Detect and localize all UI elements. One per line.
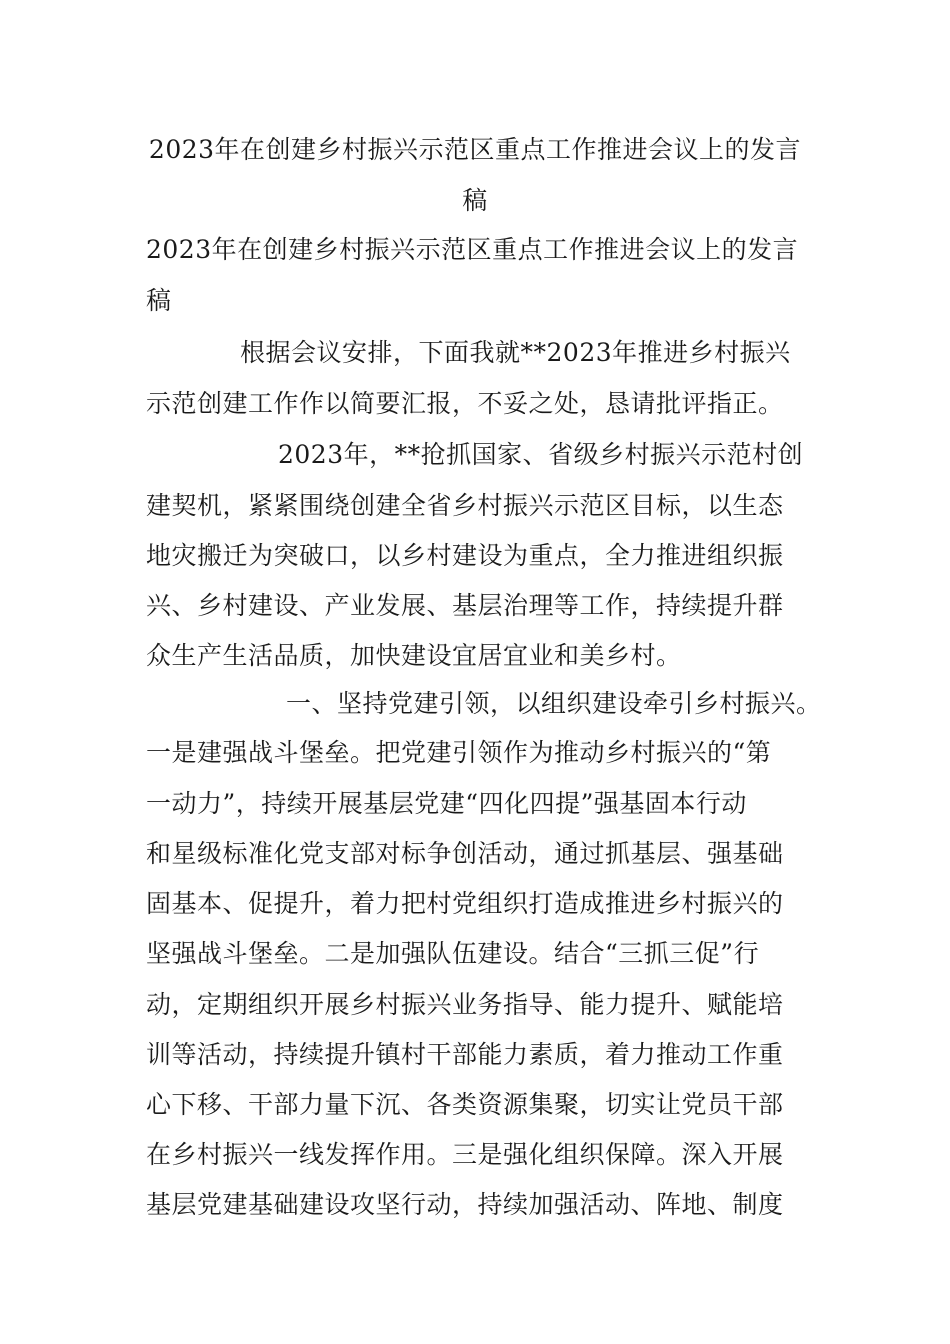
paragraph-3-line-4: 固基本、促提升，着力把村党组织打造成推进乡村振兴的 [146, 889, 784, 918]
paragraph-2-line-4: 兴、乡村建设、产业发展、基层治理等工作，持续提升群 [146, 591, 784, 620]
paragraph-3-line-8: 心下移、干部力量下沉、各类资源集聚，切实让党员干部 [146, 1090, 784, 1119]
paragraph-2-line-5: 众生产生活品质，加快建设宜居宜业和美乡村。 [146, 641, 682, 670]
document-subtitle-line-2: 稿 [146, 286, 172, 315]
paragraph-2-line-2: 建契机，紧紧围绕创建全省乡村振兴示范区目标，以生态 [146, 491, 784, 520]
document-title-line-2: 稿 [462, 186, 488, 215]
paragraph-3-line-6: 动，定期组织开展乡村振兴业务指导、能力提升、赋能培 [146, 990, 784, 1019]
paragraph-3-line-3: 和星级标准化党支部对标争创活动，通过抓基层、强基础 [146, 839, 784, 868]
paragraph-1-line-1: 根据会议安排，下面我就**2023年推进乡村振兴 [240, 338, 791, 367]
paragraph-3-line-7: 训等活动，持续提升镇村干部能力素质，着力推动工作重 [146, 1040, 784, 1069]
paragraph-1-line-2: 示范创建工作作以简要汇报，不妥之处，恳请批评指正。 [146, 389, 784, 418]
section-heading: 一、坚持党建引领，以组织建设牵引乡村振兴。 [286, 689, 822, 718]
document-subtitle-line-1: 2023年在创建乡村振兴示范区重点工作推进会议上的发言 [146, 235, 799, 264]
paragraph-3-line-2: 一动力”，持续开展基层党建“四化四提”强基固本行动 [146, 789, 747, 818]
paragraph-2-line-3: 地灾搬迁为突破口，以乡村建设为重点，全力推进组织振 [146, 541, 784, 570]
paragraph-2-line-1: 2023年，**抢抓国家、省级乡村振兴示范村创 [278, 440, 804, 469]
paragraph-3-line-10: 基层党建基础建设攻坚行动，持续加强活动、阵地、制度 [146, 1190, 784, 1219]
paragraph-3-line-1: 一是建强战斗堡垒。把党建引领作为推动乡村振兴的“第 [146, 738, 772, 767]
document-title-line-1: 2023年在创建乡村振兴示范区重点工作推进会议上的发言 [148, 135, 802, 164]
paragraph-3-line-5: 坚强战斗堡垒。二是加强队伍建设。结合“三抓三促”行 [146, 939, 760, 968]
paragraph-3-line-9: 在乡村振兴一线发挥作用。三是强化组织保障。深入开展 [146, 1140, 784, 1169]
